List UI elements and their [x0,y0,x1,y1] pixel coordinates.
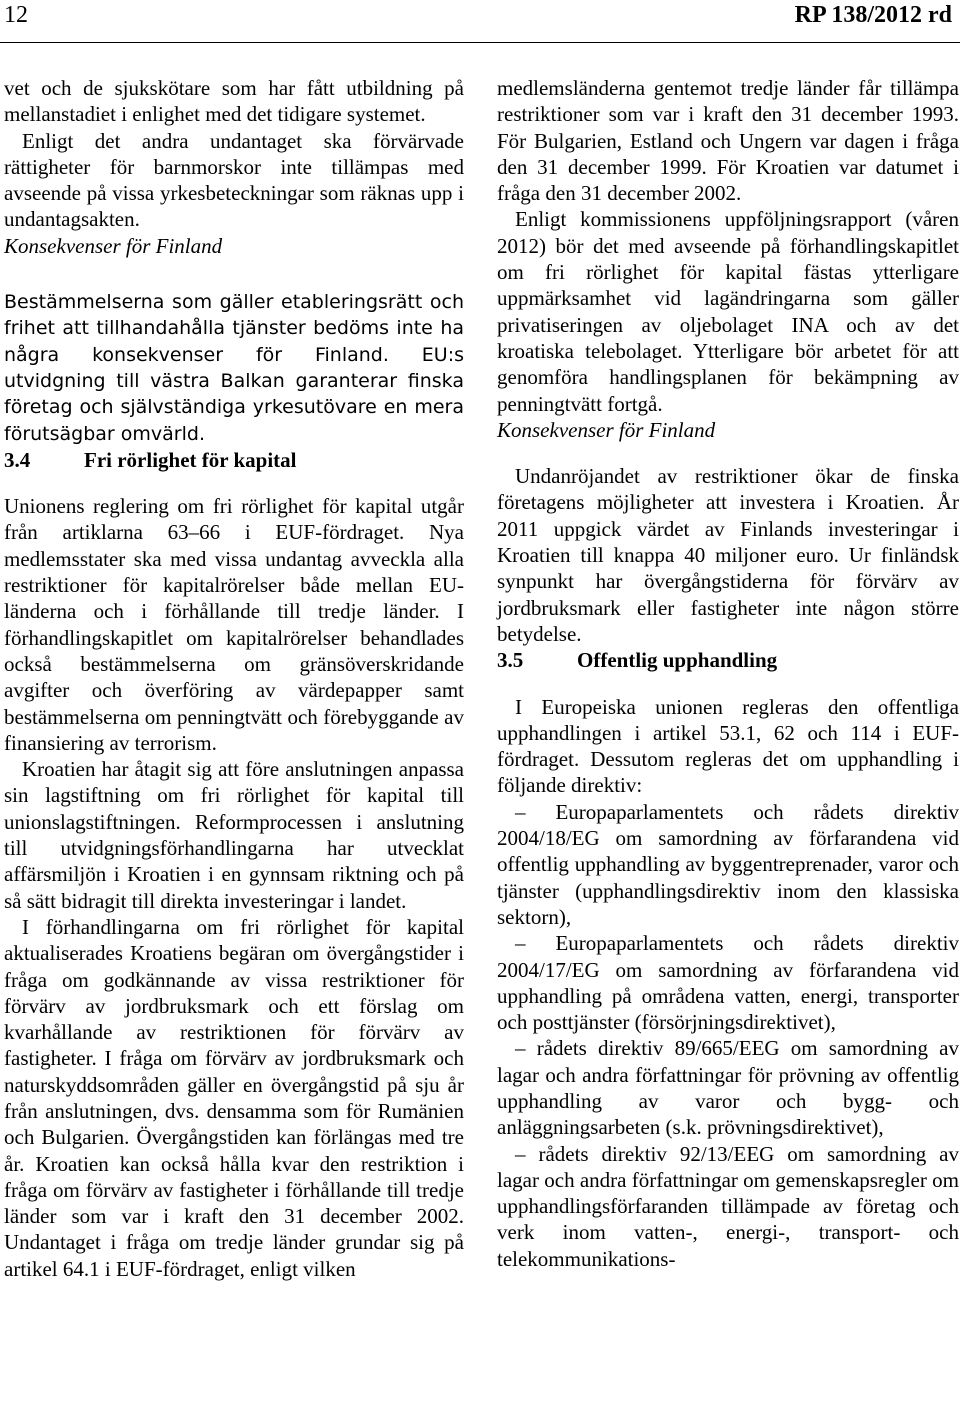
right-column [497,75,959,1272]
list-item: – rådets direktiv 92/13/EEG om samordning av lagar och andra författningar om gemenskapsregler om upphandlingsförfaranden tillämpade av företag och verk inom vatten-, energi-, transport- och telekommunikations- [497,1141,959,1271]
paragraph: medlemsländerna gentemot tredje länder får tillämpa restriktioner som var i kraft den 31 december 1993. För Bulgarien, Estland och Ungern var dagen i fråga den 31 december 1999. För Kroatien var datumet i fråga den 31 december 2002. [497,76,959,206]
page-number: 12 [4,2,28,28]
section-title: Offentlig upphandling [577,648,778,673]
list-item: – rådets direktiv 89/665/EEG om samordning av lagar och andra författningar för prövning av offentlig upphandling av varor och bygg- och anläggningsarbeten (s.k. prövningsdirektivet), [497,1036,959,1140]
paragraph: Unionens reglering om fri rörlighet för kapital utgår från artiklarna 63–66 i EUF-fördraget. Nya medlemsstater ska med vissa undantag avveckla alla restriktioner för kapitalrörelser både mellan EU-länderna och i förhållande till tredje länder. I förhandlingskapitlet om kapitalrörelser behandlades också bestämmelserna om gränsöverskridande avgifter och överföring av värdepapper samt bestämmelserna om penningtvätt och förebyggande av finansiering av terrorism. [4,494,464,755]
document-reference: RP 138/2012 rd [794,2,952,28]
paragraph: I förhandlingarna om fri rörlighet för kapital aktualiserades Kroatiens begäran om övergångstider i fråga om godkännande av vissa restriktioner för förvärv av jordbruksmark och ett förslag om kvarhållande av restriktionen för förvärv av fastigheter. I fråga om förvärv av jordbruksmark och naturskyddsområden gäller en övergångstid på sju år från anslutningen, dvs. densamma som för Rumänien och Bulgarien. Övergångstiden kan förlängas med tre år. Kroatien kan också hålla kvar den restriktion i fråga om förvärv av fastigheter i förhållande till tredje länder som var i kraft den 31 december 2002. Undantaget i fråga om tredje länder grundar sig på artikel 64.1 i EUF-fördraget, enligt vilken [4,914,464,1281]
paragraph: Bestämmelserna som gäller etableringsrätt och frihet att tillhandahålla tjänster bedöms inte ha några konsekvenser för Finland. EU:s utvidgning till västra Balkan garanterar finska företag och självständiga yrkesutövare en mera förutsägbar omvärld. [4,291,464,445]
paragraph: vet och de sjukskötare som har fått utbildning på mellanstadiet i enlighet med det tidigare systemet. [4,76,464,127]
page-header [0,0,960,34]
section-heading-3-5 [497,647,959,673]
paragraph: Kroatien har åtagit sig att före anslutningen anpassa sin lagstiftning om fri rörlighet för kapital till unionslagstiftningen. Reformprocessen i anslutning till utvidgningsförhandlingarna har utvecklat affärsmiljön i Kroatien i en gynnsam riktning och på så sätt bidragit till direkta investeringar i landet. [4,757,464,913]
section-number: 3.4 [4,447,31,472]
subheading-consequences: Konsekvenser för Finland [497,417,716,442]
section-heading-3-4 [4,447,464,473]
paragraph: Enligt det andra undantaget ska förvärvade rättigheter för barnmorskor inte tillämpas med avseende på vissa yrkesbeteckningar som räknas upp i undantagsakten. [4,128,464,232]
section-title: Fri rörlighet för kapital [84,447,297,472]
subheading-consequences: Konsekvenser för Finland [4,233,223,258]
paragraph: I Europeiska unionen regleras den offentliga upphandlingen i artikel 53.1, 62 och 114 i EUF-fördraget. Dessutom regleras det om upphandling i följande direktiv: [497,694,959,798]
list-item: – Europaparlamentets och rådets direktiv 2004/18/EG om samordning av förfarandena vid offentlig upphandling av byggentreprenader, varor och tjänster (upphandlingsdirektiv inom den klassiska sektorn), [497,799,959,929]
left-column [4,75,464,1282]
section-number: 3.5 [497,648,524,673]
paragraph: Undanröjandet av restriktioner ökar de finska företagens möjligheter att investera i Kroatien. År 2011 uppgick värdet av Finlands investeringar i Kroatien till knappa 40 miljoner euro. Ur finländsk synpunkt har övergångstiderna för förvärv av jordbruksmark eller fastigheter inte någon större betydelse. [497,464,959,646]
paragraph: Enligt kommissionens uppföljningsrapport (våren 2012) bör det med avseende på förhandlingskapitlet om fri rörlighet för kapital fästas ytterligare uppmärksamhet vid lagändringarna som gäller privatiseringen av oljebolaget INA och av det kroatiska telebolaget. Ytterligare bör arbetet för att genomföra handlingsplanen för bekämpning av penningtvätt fortgå. [497,207,959,416]
list-item: – Europaparlamentets och rådets direktiv 2004/17/EG om samordning av förfarandena vid upphandling på områdena vatten, energi, transporter och posttjänster (försörjningsdirektivet), [497,931,959,1035]
header-rule [0,42,960,43]
